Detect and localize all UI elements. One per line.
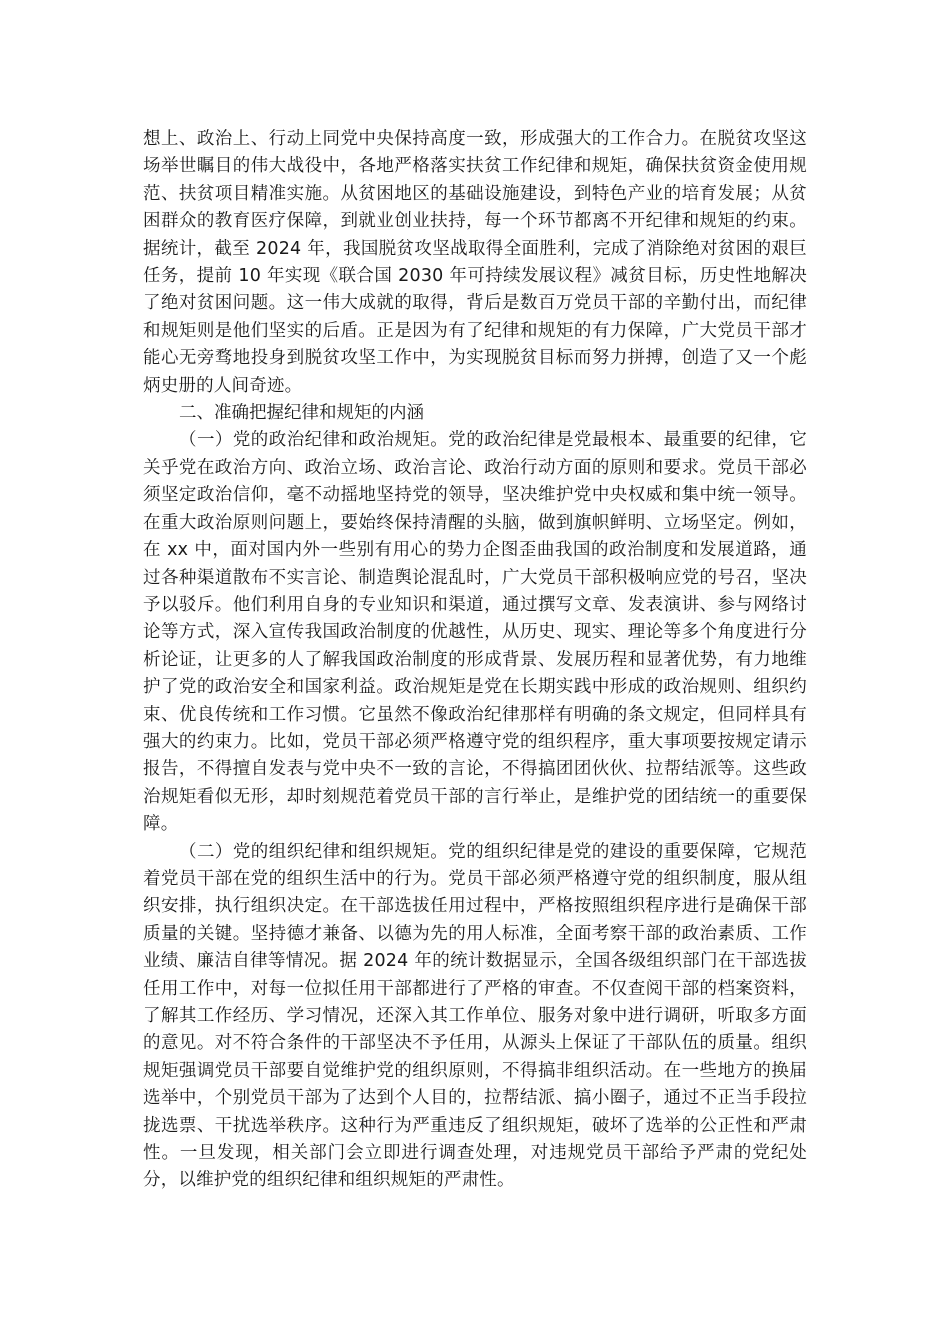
paragraph-organizational-discipline: （二）党的组织纪律和组织规矩。党的组织纪律是党的建设的重要保障，它规范着党员干部在党的组织生活中的行为。党员干部必须严格遵守党的组织制度，服从组织安排，执行组织决定。在干部选拔任用过程中，严格按照组织程序进行是确保干部质量的关键。坚持德才兼备、以德为先的用人标准，全面考察干部的政治素质、工作业绩、廉洁自律等情况。据 2024 年的统计数据显示，全国各级组织部门在干部选拔任用工作中，对每一位拟任用干部都进行了严格的审查。不仅查阅干部的档案资料，了解其工作经历、学习情况，还深入其工作单位、服务对象中进行调研，听取多方面的意见。对不符合条件的干部坚决不予任用，从源头上保证了干部队伍的质量。组织规矩强调党员干部要自觉维护党的组织原则，不得搞非组织活动。在一些地方的换届选举中，个别党员干部为了达到个人目的，拉帮结派、搞小圈子，通过不正当手段拉拢选票、干扰选举秩序。这种行为严重违反了组织规矩，破坏了选举的公正性和严肃性。一旦发现，相关部门会立即进行调查处理，对违规党员干部给予严肃的党纪处分，以维护党的组织纪律和组织规矩的严肃性。	[143, 841, 807, 1191]
document-page	[143, 126, 807, 1195]
paragraph-political-discipline: （一）党的政治纪律和政治规矩。党的政治纪律是党最根本、最重要的纪律，它关乎党在政治方向、政治立场、政治言论、政治行动方面的原则和要求。党员干部必须坚定政治信仰，毫不动摇地坚持党的领导，坚决维护党中央权威和集中统一领导。在重大政治原则问题上，要始终保持清醒的头脑，做到旗帜鲜明、立场坚定。例如，在 xx 中，面对国内外一些别有用心的势力企图歪曲我国的政治制度和发展道路，通过各种渠道散布不实言论、制造舆论混乱时，广大党员干部积极响应党的号召，坚决予以驳斥。他们利用自身的专业知识和渠道，通过撰写文章、发表演讲、参与网络讨论等方式，深入宣传我国政治制度的优越性，从历史、现实、理论等多个角度进行分析论证，让更多的人了解我国政治制度的形成背景、发展历程和显著优势，有力地维护了党的政治安全和国家利益。政治规矩是党在长期实践中形成的政治规则、组织约束、优良传统和工作习惯。它虽然不像政治纪律那样有明确的条文规定，但同样具有强大的约束力。比如，党员干部必须严格遵守党的组织程序，重大事项要按规定请示报告，不得擅自发表与党中央不一致的言论，不得搞团团伙伙、拉帮结派等。这些政治规矩看似无形，却时刻规范着党员干部的言行举止，是维护党的团结统一的重要保障。	[143, 430, 807, 835]
section-heading: 二、准确把握纪律和规矩的内涵	[179, 403, 424, 424]
paragraph-continuation: 想上、政治上、行动上同党中央保持高度一致，形成强大的工作合力。在脱贫攻坚这场举世瞩目的伟大战役中，各地严格落实扶贫工作纪律和规矩，确保扶贫资金使用规范、扶贫项目精准实施。从贫困地区的基础设施建设，到特色产业的培育发展；从贫困群众的教育医疗保障，到就业创业扶持，每一个环节都离不开纪律和规矩的约束。据统计，截至 2024 年，我国脱贫攻坚战取得全面胜利，完成了消除绝对贫困的艰巨任务，提前 10 年实现《联合国 2030 年可持续发展议程》减贫目标，历史性地解决了绝对贫困问题。这一伟大成就的取得，背后是数百万党员干部的辛勤付出，而纪律和规矩则是他们坚实的后盾。正是因为有了纪律和规矩的有力保障，广大党员干部才能心无旁骛地投身到脱贫攻坚工作中，为实现脱贫目标而努力拼搏，创造了又一个彪炳史册的人间奇迹。	[143, 129, 807, 396]
